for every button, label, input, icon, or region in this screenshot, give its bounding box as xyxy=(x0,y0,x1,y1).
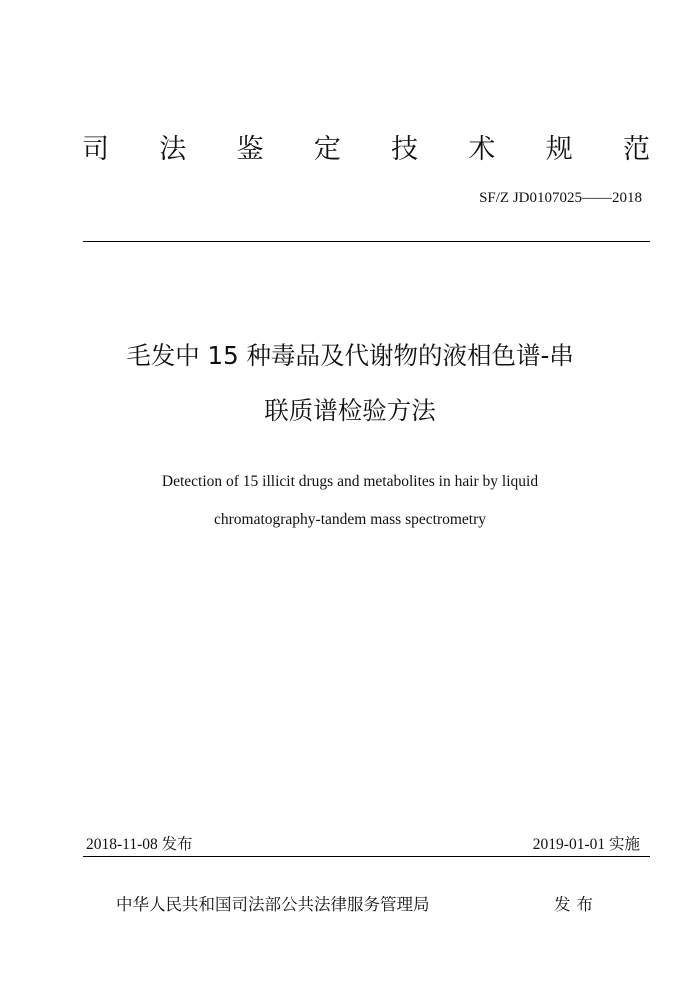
publisher-name: 中华人民共和国司法部公共法律服务管理局 xyxy=(116,895,430,914)
header-char: 定 xyxy=(313,134,341,165)
header-char: 术 xyxy=(468,134,496,165)
header-char: 范 xyxy=(622,134,650,165)
chinese-title-line-1: 毛发中 15 种毒品及代谢物的液相色谱-串 xyxy=(126,341,574,370)
header-char: 法 xyxy=(159,134,187,165)
header-divider xyxy=(83,241,650,242)
footer-divider xyxy=(83,856,650,857)
chinese-title-line-2: 联质谱检验方法 xyxy=(264,396,436,425)
header-char: 技 xyxy=(391,134,419,165)
english-title-line-2: chromatography-tandem mass spectrometry xyxy=(213,511,487,528)
issue-date: 2018-11-08 发布 xyxy=(86,836,193,853)
header-char: 鉴 xyxy=(236,134,264,165)
publish-label: 发布 xyxy=(554,895,599,914)
header-char: 司 xyxy=(82,134,109,165)
header-char: 规 xyxy=(545,134,573,165)
english-title-line-1: Detection of 15 illicit drugs and metabolites in hair by liquid xyxy=(161,473,539,490)
standard-number: SF/Z JD0107025——2018 xyxy=(479,190,642,206)
document-category-header xyxy=(82,130,650,170)
effective-date: 2019-01-01 实施 xyxy=(532,836,640,853)
